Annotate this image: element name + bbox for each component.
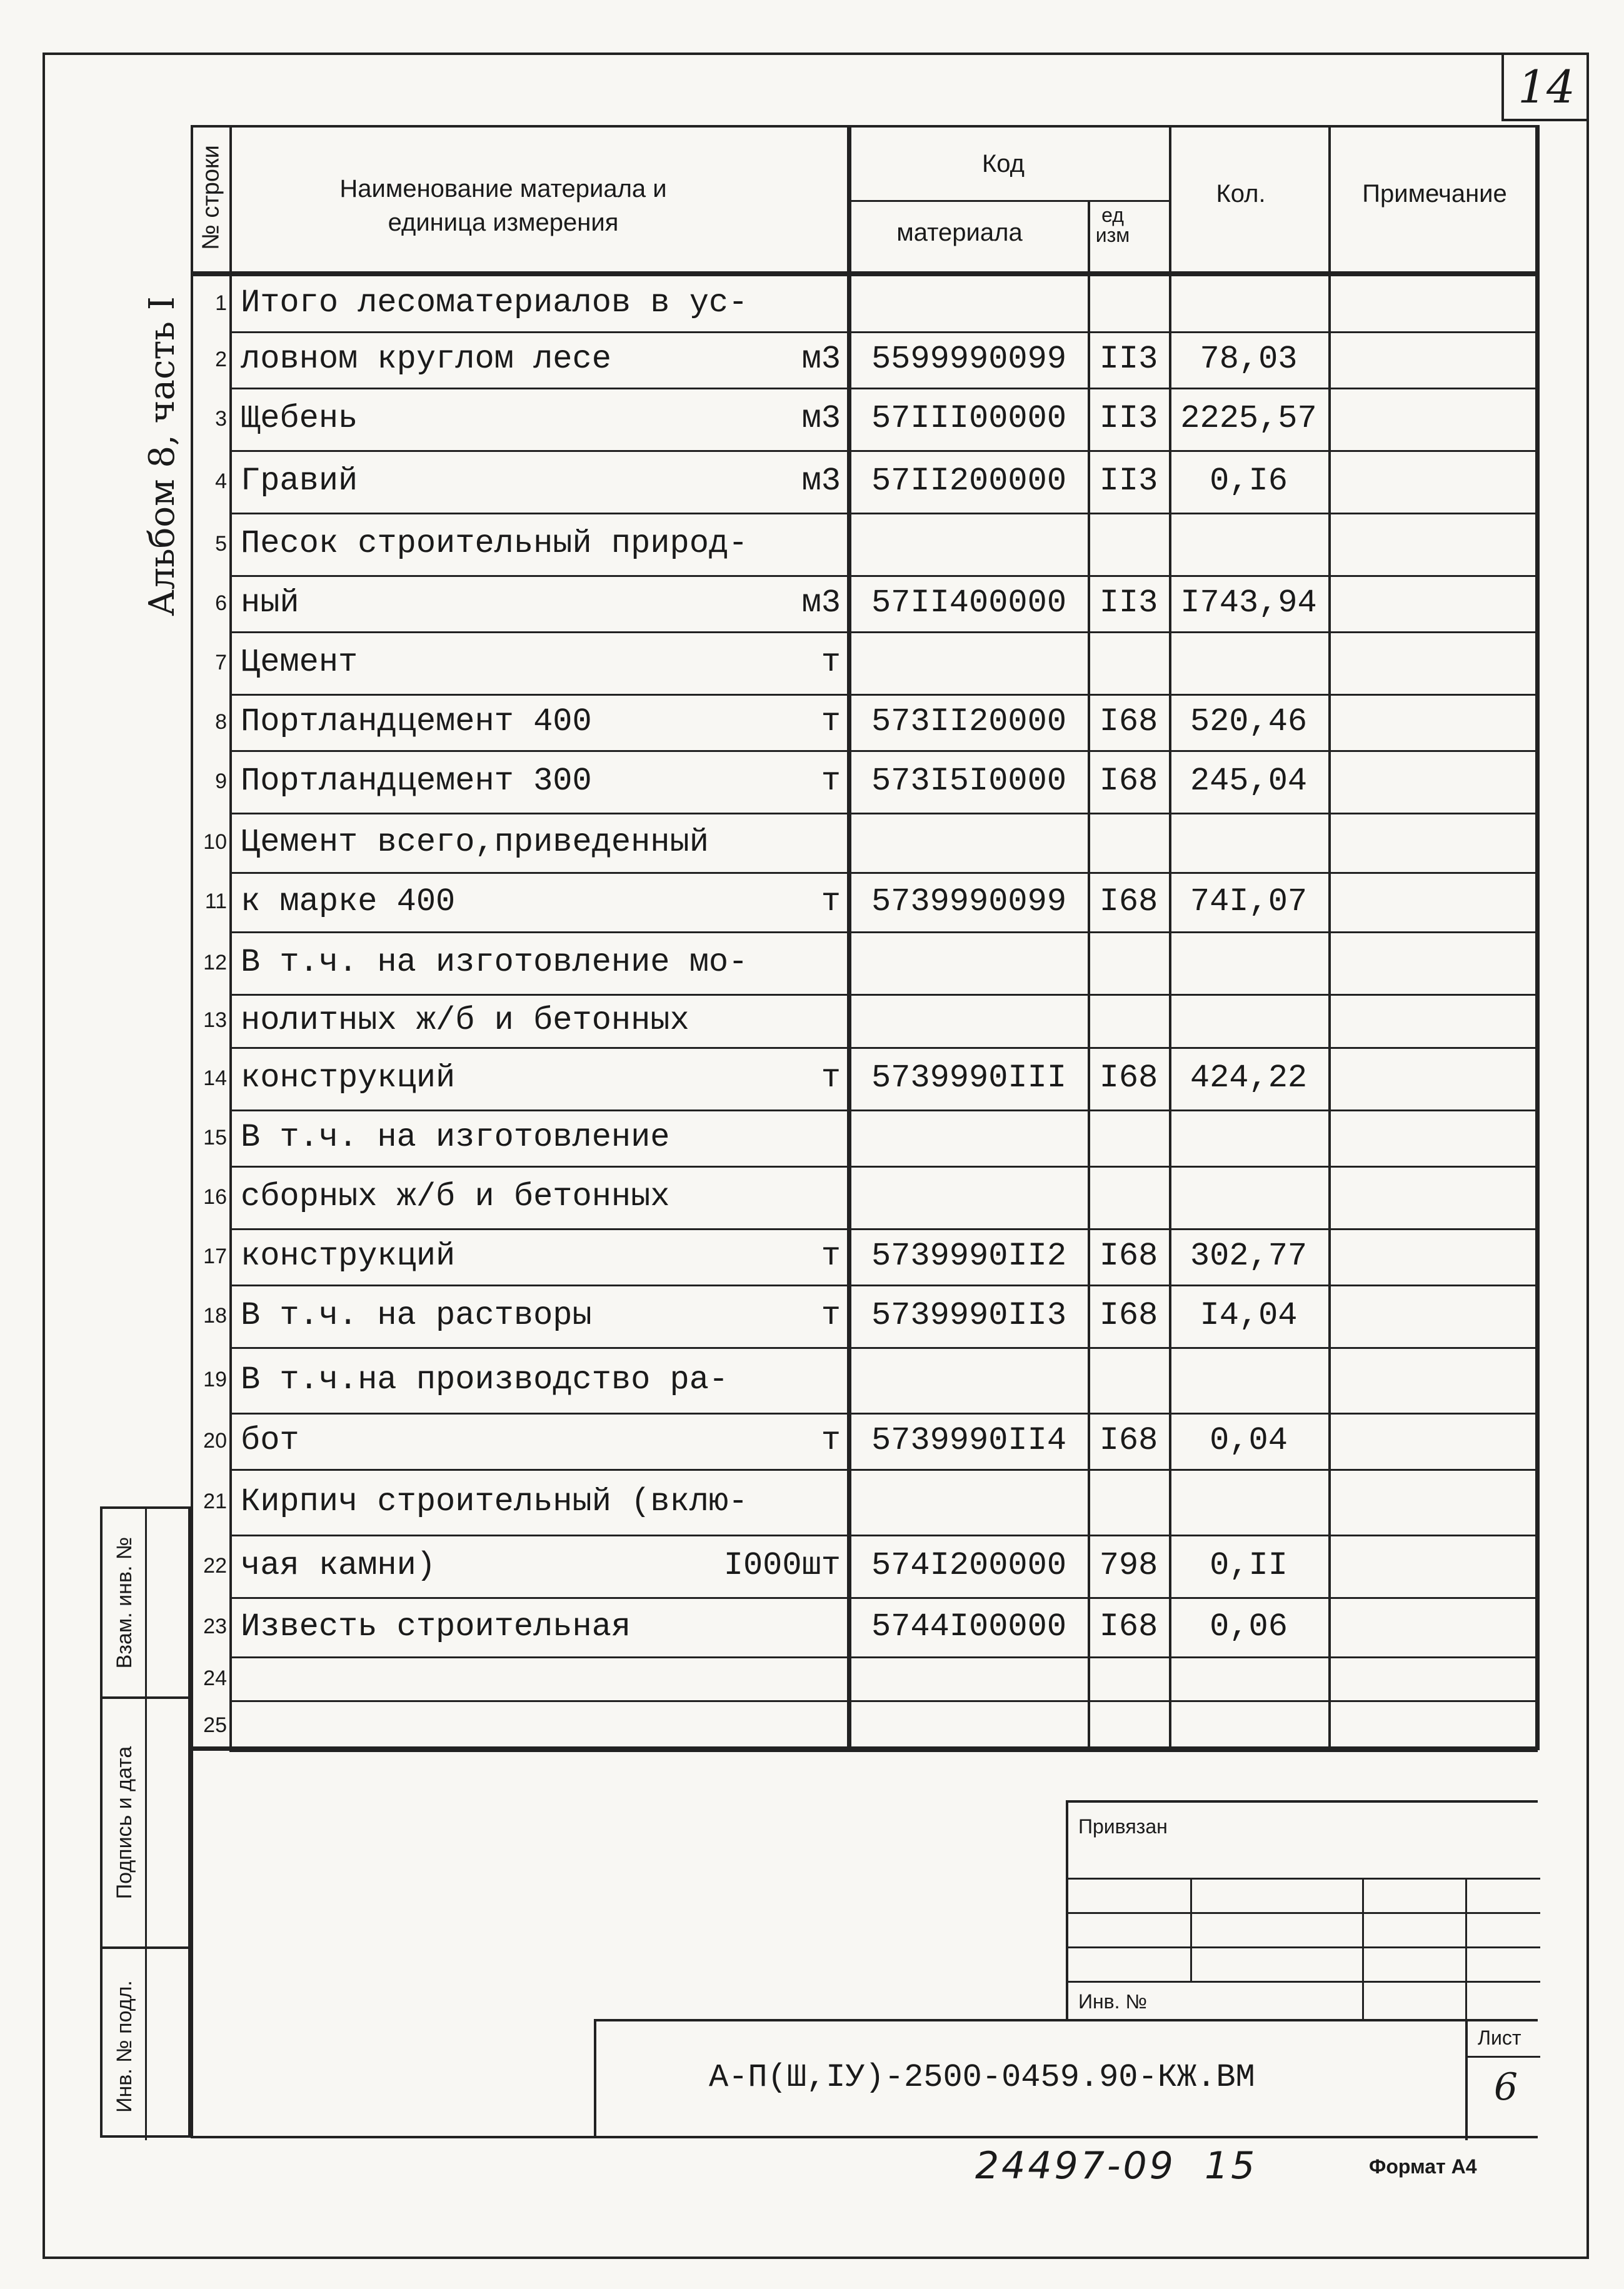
row-unit-code: I68 [1099, 1608, 1158, 1645]
row-name [241, 1656, 753, 1700]
row-material-code: 5739990II3 [871, 1297, 1067, 1334]
row-number: 1 [215, 291, 227, 315]
row-qty: 0,06 [1210, 1608, 1288, 1645]
row-unit [716, 1347, 841, 1413]
row-qty [1172, 994, 1325, 1047]
row-name: В т.ч. на изготовление мо- [241, 944, 748, 981]
row-name: Известь строительная [241, 1608, 631, 1645]
row-unit [716, 1109, 841, 1166]
row-qty [1172, 1700, 1325, 1750]
row-unit-code [1090, 275, 1168, 331]
page-number: 14 [1501, 53, 1589, 121]
header-name: Наименование материала и единица измерения [339, 175, 667, 236]
row-unit-code: I68 [1099, 1297, 1158, 1334]
side-vzam: Взам. инв. № [113, 1536, 136, 1669]
header-code: Код [981, 150, 1025, 178]
row-name: конструкций [241, 1238, 456, 1275]
row-name: Гравий [241, 463, 358, 499]
row-number: 12 [203, 951, 227, 974]
list-label: Лист [1478, 2026, 1521, 2049]
row-qty: 302,77 [1190, 1238, 1308, 1275]
row-qty [1172, 813, 1325, 872]
row-material-code [853, 1700, 1085, 1750]
row-material-code [853, 1347, 1085, 1413]
row-name: В т.ч. на изготовление [241, 1119, 670, 1156]
row-qty [1172, 513, 1325, 575]
row-qty: I743,94 [1180, 584, 1317, 621]
row-material-code: 5599990099 [871, 341, 1067, 378]
row-unit-code: II3 [1099, 400, 1158, 437]
list-no: 6 [1493, 2065, 1518, 2109]
row-unit-code [1090, 513, 1168, 575]
row-unit-code [1090, 1700, 1168, 1750]
row-qty [1172, 1469, 1325, 1535]
row-number: 16 [203, 1185, 227, 1209]
row-name: Портландцемент 400 [241, 703, 592, 740]
row-name: В т.ч.на производство ра- [241, 1361, 729, 1398]
side-podpis: Подпись и дата [113, 1746, 136, 1900]
row-qty [1172, 275, 1325, 331]
row-unit [716, 931, 841, 994]
row-material-code: 574I200000 [871, 1547, 1067, 1584]
row-qty: 520,46 [1190, 703, 1308, 740]
row-material-code: 57II400000 [871, 584, 1067, 621]
side-inv: Инв. № подл. [113, 1980, 136, 2113]
doc-code: А-П(Ш,IУ)-2500-0459.90-КЖ.ВМ [709, 2059, 1255, 2096]
row-material-code: 5739990099 [871, 883, 1067, 920]
row-unit-code: I68 [1099, 703, 1158, 740]
row-qty: 245,04 [1190, 763, 1308, 799]
row-qty [1172, 1166, 1325, 1228]
row-name: ловном круглом лесе [241, 341, 611, 378]
row-unit-code: II3 [1099, 584, 1158, 621]
row-unit-code: 798 [1099, 1547, 1158, 1584]
row-unit: т [821, 1422, 841, 1459]
row-material-code [853, 994, 1085, 1047]
row-material-code [853, 813, 1085, 872]
row-name: Цемент [241, 644, 358, 681]
row-number: 25 [203, 1713, 227, 1737]
row-material-code: 57III00000 [871, 400, 1067, 437]
row-number: 20 [203, 1429, 227, 1453]
row-unit-code: I68 [1099, 1422, 1158, 1459]
row-material-code [853, 631, 1085, 694]
row-number: 23 [203, 1615, 227, 1638]
row-name: Кирпич строительный (вклю- [241, 1483, 748, 1520]
album-label: Альбом 8, часть I [142, 296, 183, 616]
row-unit: м3 [801, 400, 841, 437]
row-unit-code [1090, 631, 1168, 694]
row-unit [716, 1166, 841, 1228]
row-number: 17 [203, 1245, 227, 1268]
row-number: 9 [215, 769, 227, 793]
row-name: В т.ч. на растворы [241, 1297, 592, 1334]
row-number: 15 [203, 1126, 227, 1150]
row-unit: т [821, 763, 841, 799]
bottom-stamp [191, 1750, 1538, 2138]
row-number: 24 [203, 1666, 227, 1690]
row-unit-code [1090, 1469, 1168, 1535]
header-row-no: № строки [198, 145, 224, 250]
row-number: 22 [203, 1554, 227, 1578]
row-qty: I4,04 [1200, 1297, 1298, 1334]
row-unit: I000шт [723, 1547, 841, 1584]
row-unit-code: I68 [1099, 883, 1158, 920]
row-unit-code: II3 [1099, 463, 1158, 499]
row-unit [716, 275, 841, 331]
row-unit [716, 994, 841, 1047]
row-unit: м3 [801, 463, 841, 499]
row-unit: т [821, 1059, 841, 1096]
row-material-code: 573II20000 [871, 703, 1067, 740]
row-name [241, 1700, 753, 1750]
row-qty [1172, 1347, 1325, 1413]
row-number: 18 [203, 1304, 227, 1328]
row-name: сборных ж/б и бетонных [241, 1178, 670, 1215]
inv-no-label: Инв. № [1078, 1990, 1147, 2013]
row-unit-code: I68 [1099, 1238, 1158, 1275]
header-material: материала [896, 219, 1023, 246]
row-qty: 78,03 [1200, 341, 1298, 378]
row-unit-code [1090, 1166, 1168, 1228]
row-unit-code [1090, 1347, 1168, 1413]
row-number: 8 [215, 710, 227, 734]
row-number: 13 [203, 1008, 227, 1032]
row-unit-code [1090, 1109, 1168, 1166]
row-material-code [853, 1166, 1085, 1228]
row-material-code [853, 513, 1085, 575]
row-qty [1172, 1109, 1325, 1166]
row-name: чая камни) [241, 1547, 436, 1584]
row-unit-code [1090, 813, 1168, 872]
row-material-code: 5739990II2 [871, 1238, 1067, 1275]
row-number: 7 [215, 651, 227, 674]
row-number: 19 [203, 1368, 227, 1391]
row-number: 5 [215, 532, 227, 556]
handwritten-number: 24497-09 15 [975, 2144, 1258, 2188]
row-unit-code [1090, 994, 1168, 1047]
row-name: нолитных ж/б и бетонных [241, 1002, 689, 1039]
row-qty [1172, 1656, 1325, 1700]
row-qty [1172, 631, 1325, 694]
row-unit: т [821, 883, 841, 920]
row-name: конструкций [241, 1059, 456, 1096]
row-qty: 0,II [1210, 1547, 1288, 1584]
row-number: 14 [203, 1066, 227, 1090]
row-material-code [853, 931, 1085, 994]
row-material-code [853, 275, 1085, 331]
row-unit-code: II3 [1099, 341, 1158, 378]
format-label: Формат А4 [1369, 2155, 1477, 2178]
row-qty: 74I,07 [1190, 883, 1308, 920]
row-number: 10 [203, 830, 227, 854]
row-unit: т [821, 644, 841, 681]
privyazan-box [1066, 1800, 1538, 2019]
row-material-code: 5739990II4 [871, 1422, 1067, 1459]
row-qty: 2225,57 [1180, 400, 1317, 437]
row-material-code: 573I5I0000 [871, 763, 1067, 799]
row-name: Песок строительный природ- [241, 525, 748, 562]
privyazan-label: Привязан [1078, 1815, 1168, 1838]
materials-table [191, 125, 1538, 1750]
row-unit [716, 513, 841, 575]
row-unit: м3 [801, 341, 841, 378]
row-unit: т [821, 703, 841, 740]
row-material-code: 57II200000 [871, 463, 1067, 499]
row-material-code [853, 1656, 1085, 1700]
row-unit-code: I68 [1099, 763, 1158, 799]
row-unit [716, 813, 841, 872]
title-block [594, 2019, 1538, 2138]
row-unit: т [821, 1297, 841, 1334]
row-name: Портландцемент 300 [241, 763, 592, 799]
row-name: к марке 400 [241, 883, 456, 920]
row-material-code [853, 1469, 1085, 1535]
row-unit: т [821, 1238, 841, 1275]
row-number: 11 [204, 889, 227, 913]
row-unit [716, 1597, 841, 1656]
row-number: 3 [215, 407, 227, 431]
row-qty: 0,I6 [1210, 463, 1288, 499]
row-material-code: 5744I00000 [871, 1608, 1067, 1645]
header-note: Примечание [1362, 180, 1507, 208]
row-number: 4 [215, 469, 227, 493]
side-stamp [100, 1506, 191, 2138]
row-qty [1172, 931, 1325, 994]
row-name: бот [241, 1422, 299, 1459]
row-name: Щебень [241, 400, 358, 437]
row-unit-code [1090, 1656, 1168, 1700]
row-unit: м3 [801, 584, 841, 621]
header-unit: ед изм [1095, 204, 1130, 246]
row-number: 2 [215, 348, 227, 371]
row-material-code [853, 1109, 1085, 1166]
row-qty: 0,04 [1210, 1422, 1288, 1459]
header-qty: Кол. [1216, 180, 1266, 208]
row-number: 21 [203, 1490, 227, 1513]
row-name: Итого лесоматериалов в ус- [241, 284, 748, 321]
row-number: 6 [215, 591, 227, 615]
row-name: ный [241, 584, 299, 621]
row-name: Цемент всего,приведенный [241, 824, 709, 861]
row-unit [716, 1656, 841, 1700]
row-unit-code: I68 [1099, 1059, 1158, 1096]
row-unit [716, 1700, 841, 1750]
row-unit-code [1090, 931, 1168, 994]
row-qty: 424,22 [1190, 1059, 1308, 1096]
row-unit [716, 1469, 841, 1535]
row-material-code: 5739990III [871, 1059, 1067, 1096]
